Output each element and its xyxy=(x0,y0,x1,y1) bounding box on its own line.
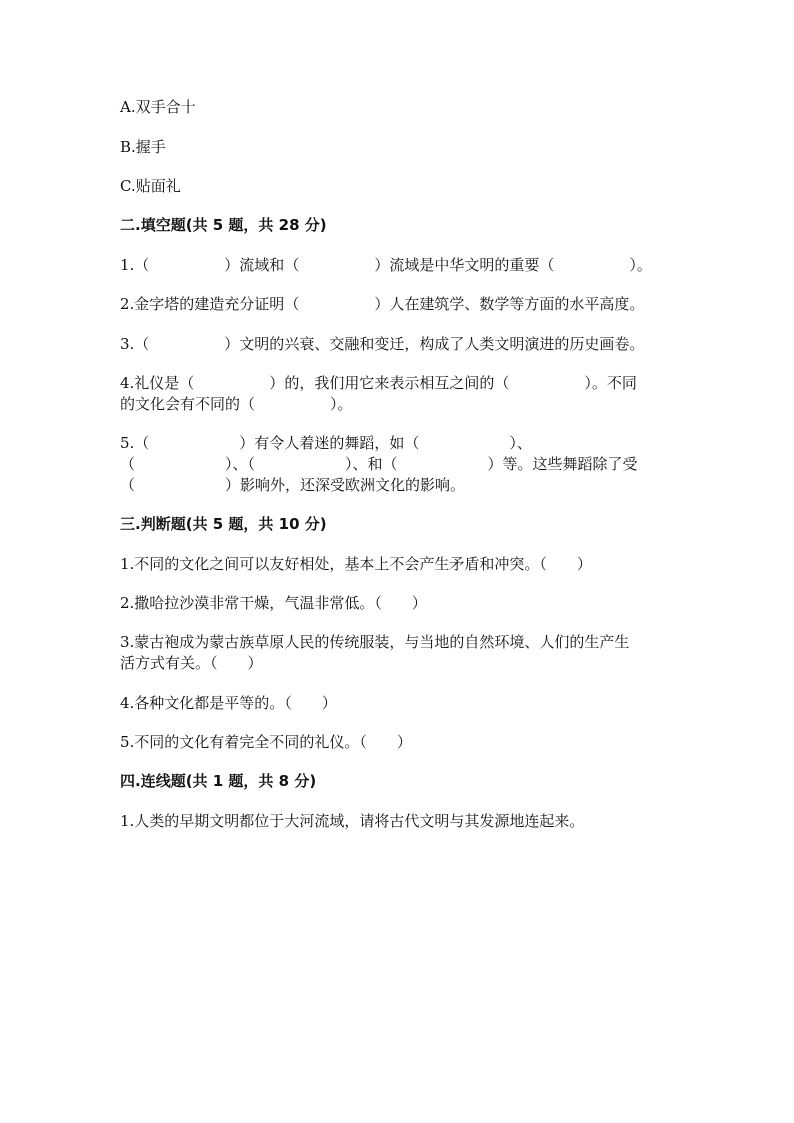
judgement-question-4: 4.各种文化都是平等的。（ ） xyxy=(120,694,337,712)
fill-blank-question-4-line-2: 的文化会有不同的（ ）。 xyxy=(120,395,353,413)
fill-blank-question-5-line-3: （ ）影响外，还深受欧洲文化的影响。 xyxy=(120,476,466,494)
section-header-matching: 四.连线题(共 1 题，共 8 分) xyxy=(120,772,317,790)
judgement-question-1: 1.不同的文化之间可以友好相处，基本上不会产生矛盾和冲突。（ ） xyxy=(120,555,592,573)
judgement-question-5: 5.不同的文化有着完全不同的礼仪。（ ） xyxy=(120,733,412,751)
fill-blank-question-2: 2.金字塔的建造充分证明（ ）人在建筑学、数学等方面的水平高度。 xyxy=(120,295,645,313)
fill-blank-question-1: 1.（ ）流域和（ ）流域是中华文明的重要（ ）。 xyxy=(120,256,652,274)
fill-blank-question-4-line-1: 4.礼仪是（ ）的，我们用它来表示相互之间的（ ）。不同 xyxy=(120,374,637,392)
option-a: A.双手合十 xyxy=(120,98,196,116)
fill-blank-question-5-line-2: （ ）、（ ）、和（ ）等。这些舞蹈除了受 xyxy=(120,455,638,473)
section-header-fill-blank: 二.填空题(共 5 题，共 28 分) xyxy=(120,216,327,234)
judgement-question-3-line-1: 3.蒙古袍成为蒙古族草原人民的传统服装，与当地的自然环境、人们的生产生 xyxy=(120,633,630,651)
section-header-judgement: 三.判断题(共 5 题，共 10 分) xyxy=(120,515,327,533)
fill-blank-question-5-line-1: 5.（ ）有令人着迷的舞蹈，如（ ）、 xyxy=(120,434,532,452)
judgement-question-2: 2.撒哈拉沙漠非常干燥，气温非常低。（ ） xyxy=(120,594,427,612)
option-b: B.握手 xyxy=(120,138,166,156)
fill-blank-question-3: 3.（ ）文明的兴衰、交融和变迁，构成了人类文明演进的历史画卷。 xyxy=(120,335,645,353)
judgement-question-3-line-2: 活方式有关。（ ） xyxy=(120,654,263,672)
matching-question-1: 1.人类的早期文明都位于大河流域，请将古代文明与其发源地连起来。 xyxy=(120,812,585,830)
option-c: C.贴面礼 xyxy=(120,177,181,195)
